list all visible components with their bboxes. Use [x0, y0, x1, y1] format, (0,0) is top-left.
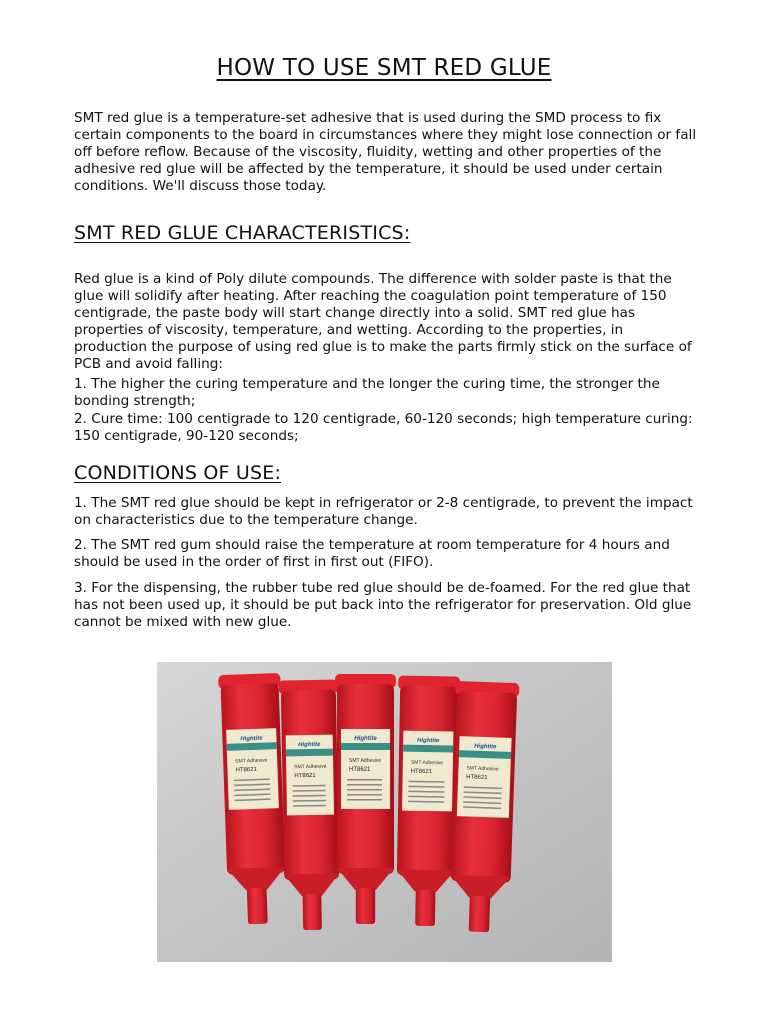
label-brand-text: Hightite	[473, 743, 497, 751]
label-code-text: HT8621	[349, 767, 371, 773]
label-code-text: HT8621	[410, 768, 433, 776]
label-code-text: HT8621	[294, 772, 316, 780]
label-brand-text: Hightite	[354, 736, 377, 742]
label-fine-print	[347, 784, 382, 786]
tube-nozzle	[356, 888, 375, 924]
label-code-text: HT8621	[466, 774, 488, 782]
tube-nozzle	[415, 890, 435, 926]
tube-nozzle	[247, 888, 268, 925]
label-title-text: SMT Adhesive	[235, 757, 268, 765]
label-fine-print	[347, 789, 382, 791]
label-title-text: SMT Adhesive	[466, 765, 499, 773]
label-brand-text: Hightite	[240, 735, 263, 743]
label-title-text: SMT Adhesive	[349, 758, 382, 764]
characteristics-point-2: 2. Cure time: 100 centigrade to 120 centigrade, 60-120 seconds; high temperature curing: 150 centigrade, 90-120 seconds;	[74, 411, 693, 445]
label-title-text: SMT Adhesive	[294, 763, 327, 771]
characteristics-point-1: 1. The higher the curing temperature and the longer the curing time, the stronger the bonding strength;	[74, 376, 660, 410]
tube-nozzle	[469, 896, 491, 933]
characteristics-paragraph: Red glue is a kind of Poly dilute compounds. The difference with solder paste is that the glue will solidify after heating. After reaching the coagulation point temperature of 150 centigrade, the paste body will start change directly into a solid. SMT red glue has properties of viscosity, temperature, and wetting. According to the properties, in production the purpose of using red glue is to make the parts firmly stick on the surface of PCB and avoid falling:	[74, 271, 692, 373]
condition-item-2: 2. The SMT red gum should raise the temperature at room temperature for 4 hours and should be used in the order of first in first out (FIFO).	[74, 537, 670, 571]
condition-item-1: 1. The SMT red glue should be kept in refrigerator or 2-8 centigrade, to prevent the impact on characteristics due to the temperature change.	[74, 495, 693, 529]
tube-nozzle	[303, 894, 322, 930]
label-brand-text: Hightite	[298, 741, 321, 749]
glue-tubes-photo	[157, 662, 612, 962]
conditions-heading: CONDITIONS OF USE:	[74, 462, 282, 484]
label-brand-text: Hightite	[417, 737, 440, 745]
page-title: HOW TO USE SMT RED GLUE	[216, 55, 552, 81]
label-stripe	[403, 745, 453, 753]
label-fine-print	[347, 799, 382, 801]
label-stripe	[286, 749, 333, 757]
label-stripe	[341, 743, 390, 750]
label-fine-print	[347, 794, 382, 796]
intro-paragraph: SMT red glue is a temperature-set adhesive that is used during the SMD process to fix certain components to the board in circumstances where they might lose connection or fall off before reflow. Because of the viscosity, fluidity, wetting and other properties of the adhesive red glue will be affected by the temperature, it should be used under certain conditions. We'll discuss those today.	[74, 110, 697, 195]
condition-item-3: 3. For the dispensing, the rubber tube red glue should be de-foamed. For the red glue that has not been used up, it should be put back into the refrigerator for preservation. Old glue cannot be mixed with new glue.	[74, 580, 692, 631]
label-fine-print	[347, 779, 382, 781]
label-code-text: HT8621	[235, 766, 257, 774]
characteristics-heading: SMT RED GLUE CHARACTERISTICS:	[74, 222, 411, 244]
label-title-text: SMT Adhesive	[410, 759, 444, 767]
